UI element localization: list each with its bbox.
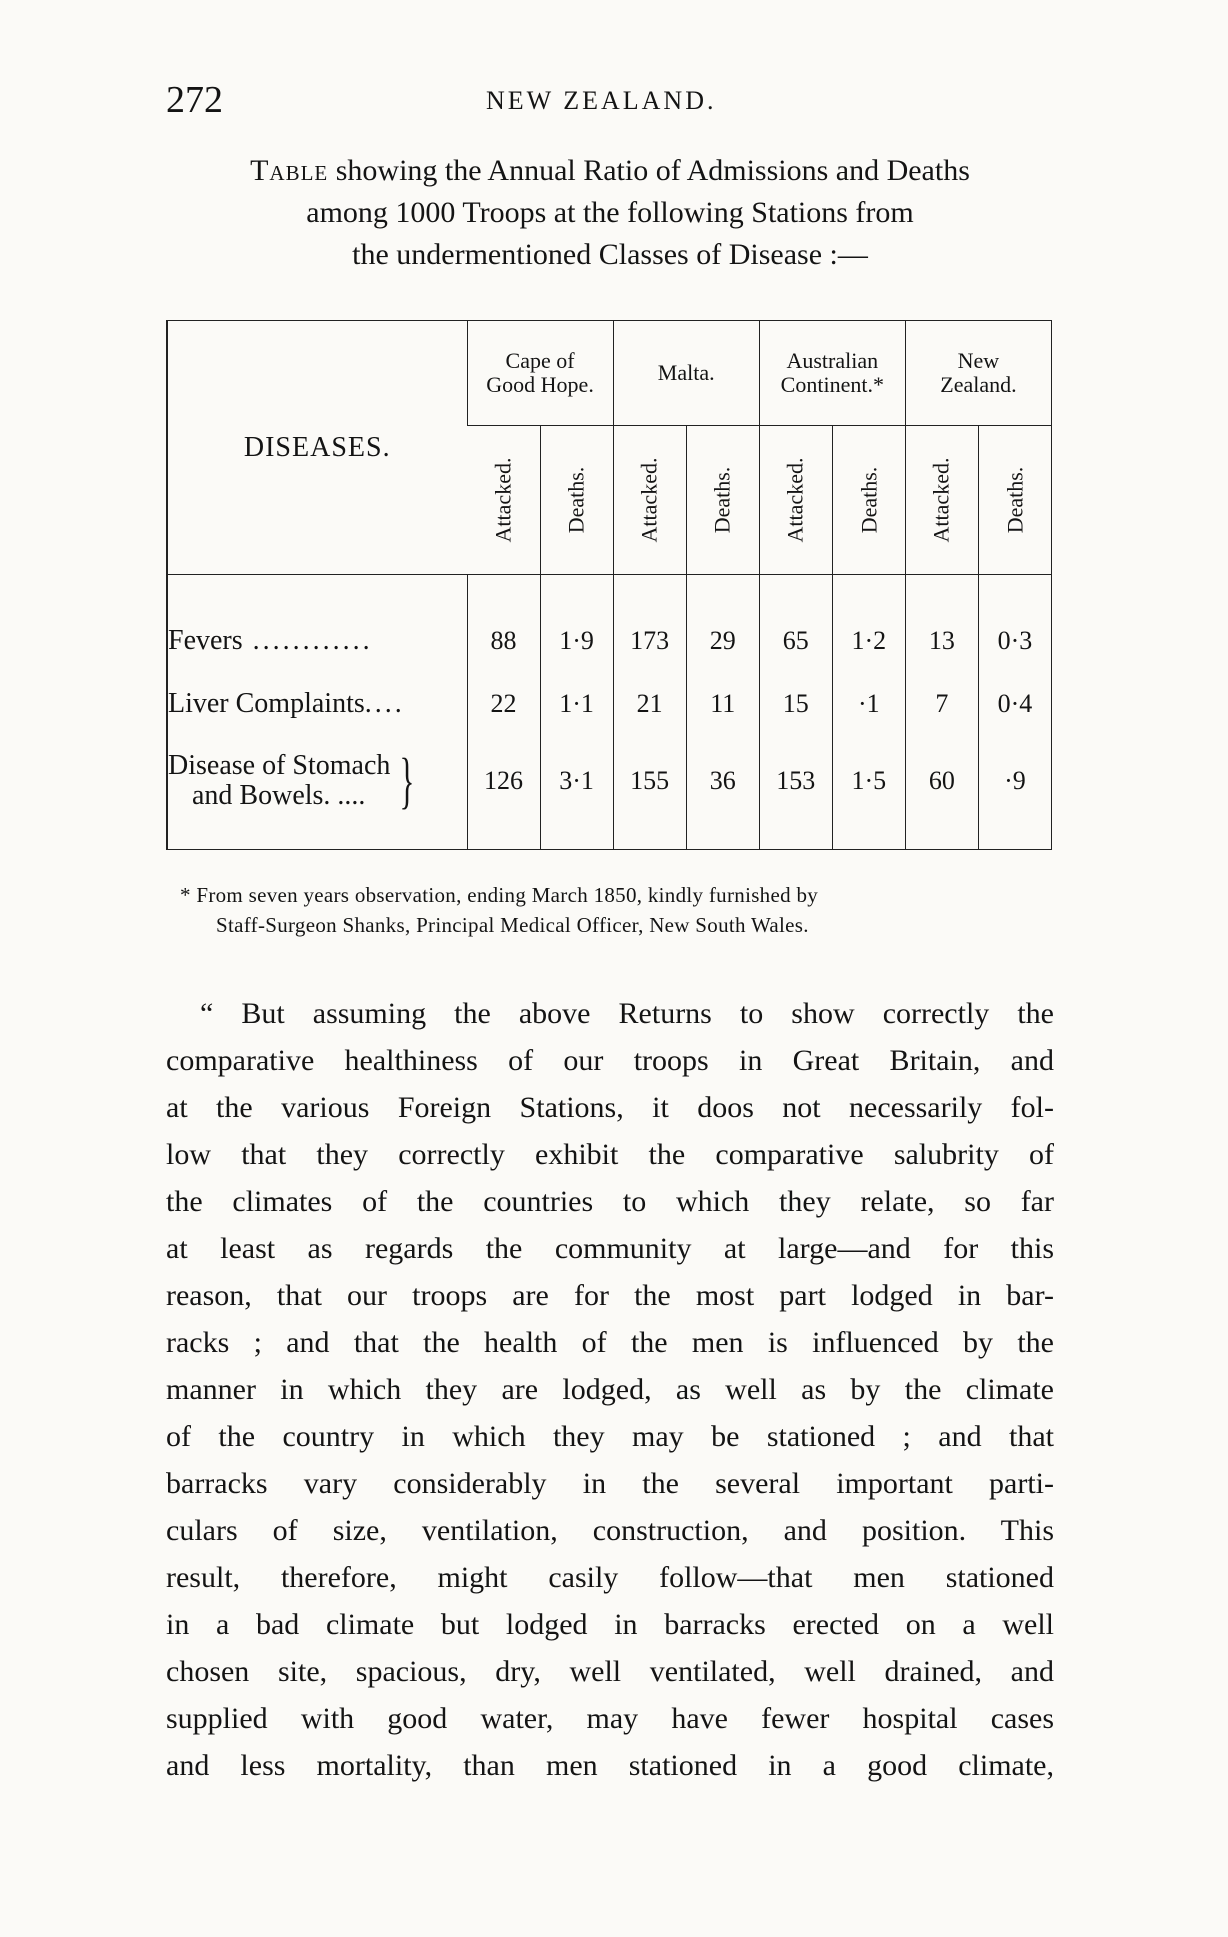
body-line: “ But assuming the above Returns to show correctly the (200, 997, 1054, 1030)
body-line: culars of size, ventilation, construction, and position. This (166, 1514, 1054, 1547)
caption-line-1: Table showing the Annual Ratio of Admissions and Deaths (250, 154, 970, 187)
running-head (166, 78, 1056, 122)
row-label: Liver Complaints.... (168, 687, 405, 719)
col-deaths-malta: Deaths. (686, 426, 759, 575)
table-row-liver-complaints: Liver Complaints.... 22 1·1 21 11 15 ·1 7 0·4 (167, 672, 1052, 735)
body-line: low that they correctly exhibit the comparative salubrity of (166, 1138, 1054, 1171)
diseases-header: DISEASES. (167, 321, 467, 575)
table-caption (160, 150, 1060, 276)
page-number: 272 (166, 79, 223, 121)
body-paragraph (166, 990, 1054, 1789)
col-deaths-australia: Deaths. (832, 426, 905, 575)
col-deaths-new-zealand: Deaths. (978, 426, 1051, 575)
col-attacked-malta: Attacked. (613, 426, 686, 575)
caption-line-2: among 1000 Troops at the following Stations from (306, 196, 914, 229)
body-line: reason, that our troops are for the most part lodged in bar- (166, 1279, 1054, 1312)
body-line: at the various Foreign Stations, it doos not necessarily fol- (166, 1091, 1054, 1124)
body-line: of the country in which they may be stationed ; and that (166, 1420, 1054, 1453)
station-australian-continent: Australian Continent.* (759, 321, 905, 426)
footnote (180, 880, 1060, 940)
row-label: Disease of Stomach and Bowels. .... } (168, 746, 415, 815)
station-new-zealand: New Zealand. (905, 321, 1051, 426)
body-line: result, therefore, might casily follow—that men stationed (166, 1561, 1054, 1594)
brace-glyph: } (399, 746, 415, 815)
caption-line-3: the undermentioned Classes of Disease :— (352, 238, 868, 271)
footnote-line-2: Staff-Surgeon Shanks, Principal Medical Officer, New South Wales. (216, 913, 809, 937)
disease-ratio-table (166, 320, 1052, 850)
body-line: comparative healthiness of our troops in Great Britain, and (166, 1044, 1054, 1077)
col-attacked-cape: Attacked. (467, 426, 540, 575)
body-line: racks ; and that the health of the men is influenced by the (166, 1326, 1054, 1359)
body-line: barracks vary considerably in the several important parti- (166, 1467, 1054, 1500)
body-line: in a bad climate but lodged in barracks erected on a well (166, 1608, 1054, 1641)
table-row-fevers: Fevers ............ 88 1·9 173 29 65 1·2 13 0·3 (167, 610, 1052, 673)
body-line: supplied with good water, may have fewer hospital cases (166, 1702, 1054, 1735)
row-label: Fevers ............ (168, 624, 373, 656)
station-malta: Malta. (613, 321, 759, 426)
footnote-line-1: * From seven years observation, ending March 1850, kindly furnished by (180, 883, 819, 907)
body-line: manner in which they are lodged, as well as by the climate (166, 1373, 1054, 1406)
col-deaths-cape: Deaths. (540, 426, 613, 575)
col-attacked-australia: Attacked. (759, 426, 832, 575)
body-line: chosen site, spacious, dry, well ventilated, well drained, and (166, 1655, 1054, 1688)
body-line: the climates of the countries to which they relate, so far (166, 1185, 1054, 1218)
col-attacked-new-zealand: Attacked. (905, 426, 978, 575)
running-title: NEW ZEALAND. (486, 86, 717, 115)
table-row-stomach-bowels: Disease of Stomach and Bowels. .... } 126 3·1 155 36 153 1·5 60 ·9 (167, 735, 1052, 826)
body-line: at least as regards the community at large—and for this (166, 1232, 1054, 1265)
body-line: and less mortality, than men stationed in a good climate, (166, 1749, 1054, 1782)
caption-table-word: Table (250, 154, 329, 187)
station-cape-of-good-hope: Cape of Good Hope. (467, 321, 613, 426)
